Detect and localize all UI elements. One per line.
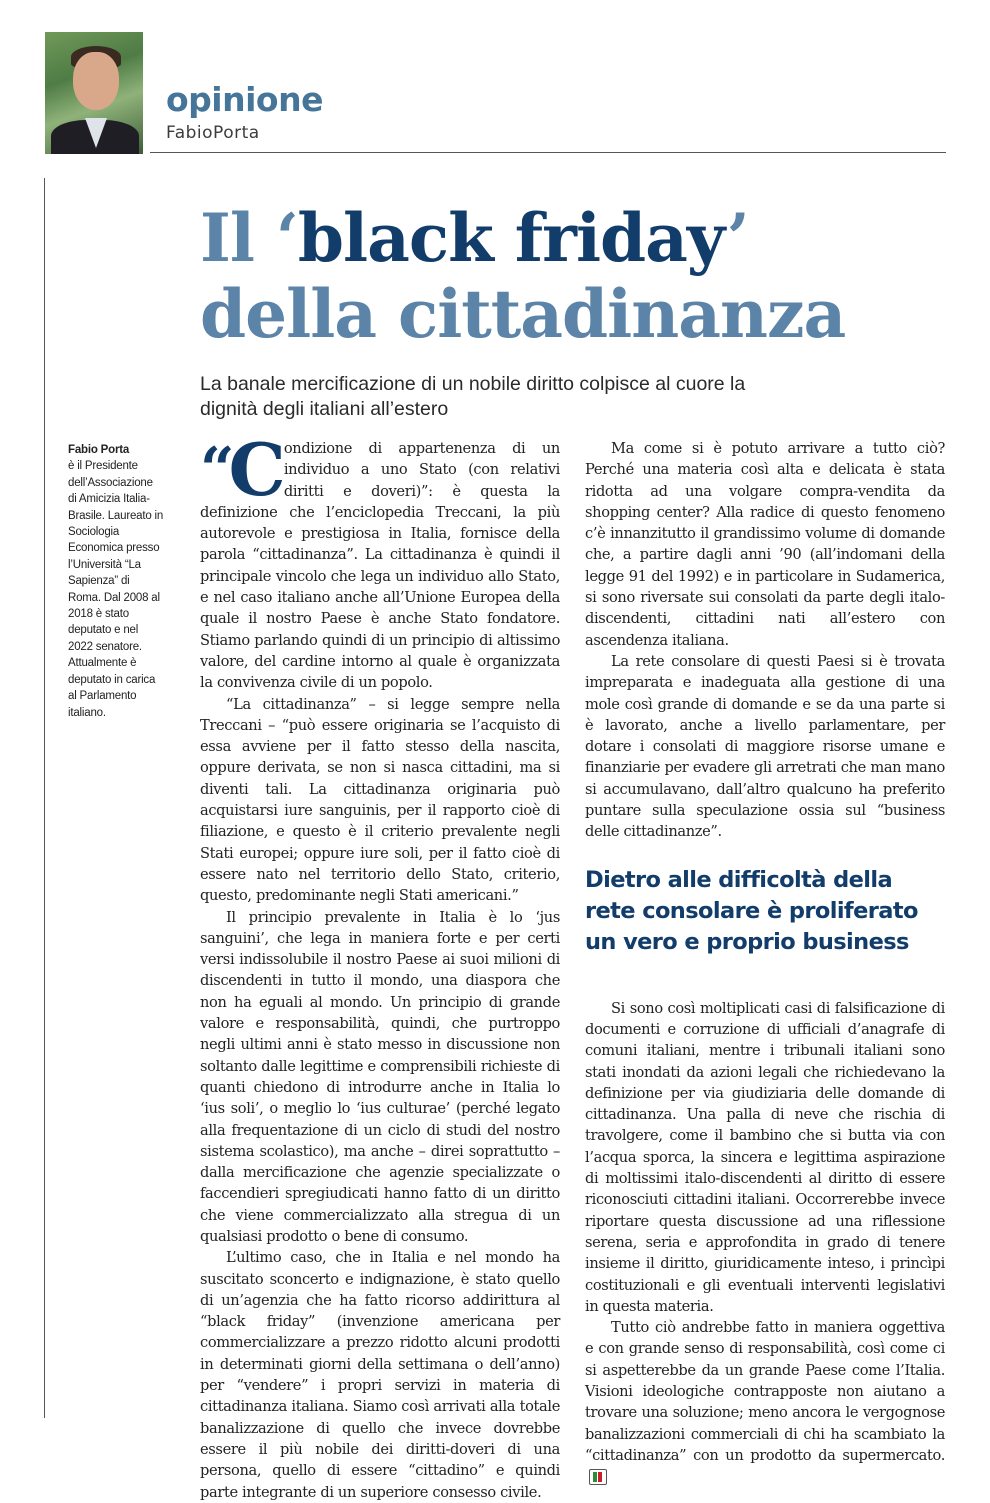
article-paragraph: L’ultimo caso, che in Italia e nel mondo ha suscitato sconcerto e indignazione, è stato quello di un’agenzia che ha fatto ricorso addirittura al “black friday” (invenzione americana per commercializzare a prezzo ridotto alcuni prodotti in determinati giorni della settimana o dell’anno) per “vendere” i propri servizi in materia di cittadinanza italiana. Siamo così arrivati alla totale banalizzazione di quello che invece dovrebbe essere il più nobile dei diritti-doveri di una persona, quello di essere “cittadino” e quindi parte integrante di un superiore consesso civile. — [200, 1249, 560, 1501]
headline-prefix: Il ‘ — [200, 199, 298, 277]
article-subheading: Dietro alle difficoltà della rete consolare è proliferato un vero e proprio business — [585, 866, 918, 955]
article-column-left — [200, 427, 560, 1503]
article-paragraph: Si sono così moltiplicati casi di falsificazione di documenti e corruzione di ufficiali d’anagrafe di comuni italiani, mentre i tribunali italiani sono stati inondati da azioni legali che richiedevano la definizione per via giudiziaria delle domande di cittadinanza. Una palla di neve che rischia di travolgere, come il bambino che si butta via con l’acqua sporca, la sincera e legittima aspirazione di moltissimi italo-discendenti al diritto di essere riconosciuti cittadini italiani. Occorrerebbe invece riportare questa discussione ad una riflessione serena, seria e approfondita in grado di tenere insieme il diritto, giuridicamente inteso, i princìpi costituzionali e gli eventuali interventi legislativi in questa materia. — [585, 999, 945, 1315]
open-quote: “ — [200, 435, 229, 505]
paragraph-text: ondizione di appartenenza di un individuo a uno Stato (con relativi diritti e doveri)”: è questa la definizione che l’enciclopedia Treccani, la più autorevole e prestigiosa in Italia, fornisce della parola “cittadinanza”. La cittadinanza è quindi il principale vincolo che lega un individuo allo Stato, e nel caso italiano anche all’Unione Europea della quale il nostro Paese è anche Stato fondatore. Stiamo parlando quindi di un principio di altissimo valore, del cardine intorno al quale è organizzata la convivenza civile di un popolo. — [200, 440, 560, 692]
headline-close-quote: ’ — [726, 199, 749, 277]
article-paragraph: La rete consolare di questi Paesi si è trovata impreparata e inadeguata alla gestione di una mole così grande di domande e se da una parte si è lavorato, anche a livello parlamentare, per dotare i consolati di maggiore risorse umane e finanziarie per evadere gli arretrati che man mano si accumulavano, dall’altro qualcuno ha preferito puntare sulla speculazione ossia sul “business delle cittadinanze”. — [585, 652, 945, 841]
paragraph-text: Tutto ciò andrebbe fatto in maniera oggettiva e con grande senso di responsabilità, così come ci si aspetterebbe da un grande Paese come l’Italia. Visioni ideologiche contrapposte non aiutano a trovare una soluzione; meno ancora le vergognose banalizzazioni commerciali di chi ha scambiato la “cittadinanza” con un prodotto da supermercato. — [585, 1319, 945, 1464]
header-divider — [150, 152, 946, 153]
drop-cap-letter: C — [228, 427, 280, 512]
vertical-divider — [44, 178, 45, 1418]
bio-name: Fabio Porta — [68, 444, 130, 456]
italian-flag-end-icon — [589, 1469, 607, 1485]
article-paragraph: Il principio prevalente in Italia è lo ‘jus sanguini’, che lega in maniera forte e per certi versi indissolubile il nostro Paese ai suoi milioni di discendenti in tutto il mondo, una diaspora che non ha eguali al mondo. Un principio di grande valore e responsabilità, quindi, che purtroppo negli ultimi anni è stato messo in discussione non soltanto dalle legittime e comprensibili richieste di quanti chiedono di introdurre anche in Italia lo ‘ius soli’, o meglio lo ‘ius culturae’ (perché legato alla frequentazione di un ciclo di studi del nostro sistema scolastico), ma anche – direi soprattutto – dalla mercificazione che agenzie specializzate o faccendieri spregiudicati hanno fatto di un diritto che viene commercializzato alla stregua di un qualsiasi prodotto o bene di consumo. — [200, 908, 560, 1245]
author-bio — [68, 442, 164, 721]
headline-line2: della cittadinanza — [200, 275, 846, 353]
drop-cap — [200, 427, 280, 512]
article-column-right — [585, 438, 945, 1487]
article-paragraph — [200, 427, 560, 694]
author-photo — [45, 32, 143, 154]
article-headline — [200, 200, 940, 352]
article-paragraph — [585, 1317, 945, 1487]
section-label: opinione — [166, 80, 323, 119]
article-standfirst: La banale mercificazione di un nobile diritto colpisce al cuore la dignità degli italiani all’estero — [200, 373, 746, 420]
column-author: FabioPorta — [166, 123, 260, 143]
article-paragraph: “La cittadinanza” – si legge sempre nella Treccani – “può essere originaria se l’acquisto di essa avviene per il fatto stesso della nascita, oppure derivata, se non si nasca cittadini, ma si diventi tali. La cittadinanza originaria può acquistarsi iure sanguinis, per il rapporto cioè di filiazione, e questo è il criterio prevalente negli Stati europei; oppure iure soli, per il fatto cioè di essere nato nel territorio dello Stato, criterio, questo, predominante negli Stati americani.” — [200, 695, 560, 905]
article-paragraph: Ma come si è potuto arrivare a tutto ciò? Perché una materia così alta e delicata è stata ridotta ad una volgare compra-vendita da shopping center? Alla radice di questo fenomeno c’è innanzitutto il grandissimo volume di domande che, a partire dagli anni ’90 (all’indomani della legge 91 del 1992) e in particolare in Sudamerica, si sono riversate sui consolati da parte degli italo-discendenti, cittadini nati all’estero con ascendenza italiana. — [585, 440, 945, 649]
author-photo-face — [73, 52, 119, 110]
bio-text: è il Presidente dell’Associazione di Amicizia Italia-Brasile. Laureato in Sociologia Economica presso l’Università “La Sapienza” di Roma. Dal 2008 al 2018 è stato deputato e nel 2022 senatore. Attualmente è deputato in carica al Parlamento italiano. — [68, 460, 164, 719]
headline-emphasis: black friday — [297, 199, 727, 277]
